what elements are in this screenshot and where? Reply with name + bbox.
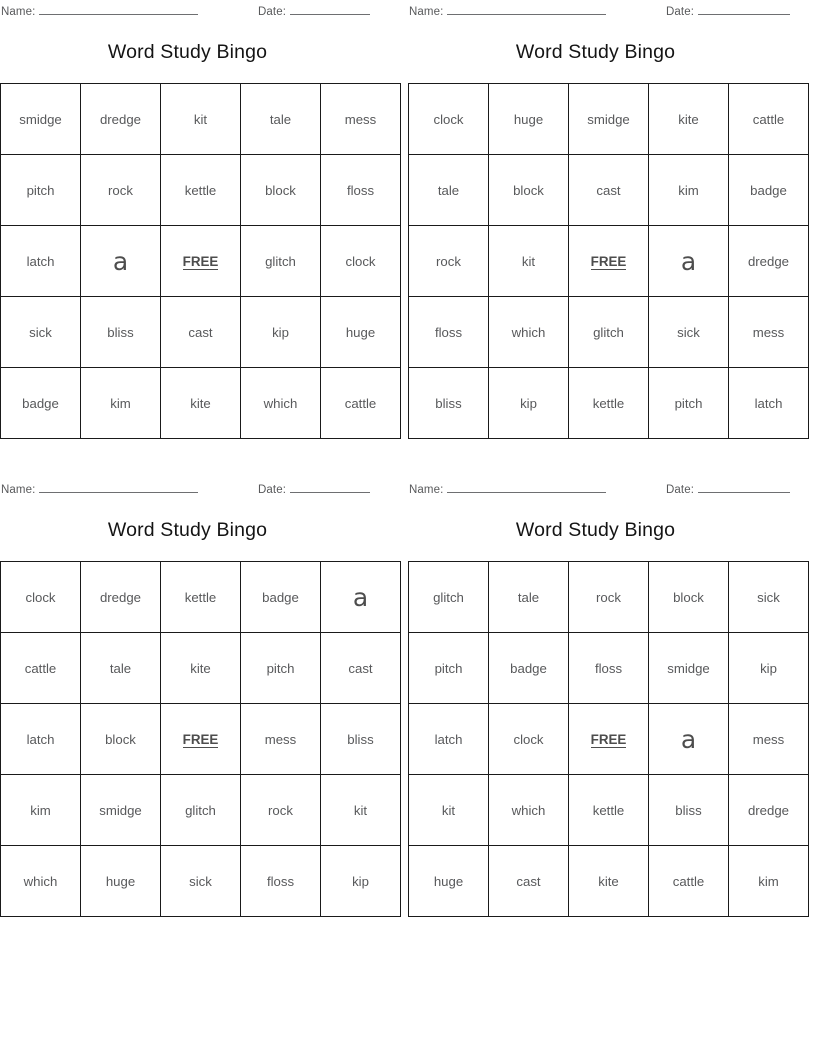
bingo-row xyxy=(409,775,809,846)
name-write-in-line[interactable] xyxy=(447,481,606,493)
bingo-cell-word[interactable]: mess xyxy=(241,704,321,775)
date-write-in-line[interactable] xyxy=(290,481,370,493)
bingo-cell-word[interactable]: pitch xyxy=(409,633,489,704)
bingo-cell-letter[interactable]: a xyxy=(81,226,161,297)
bingo-cell-word[interactable]: kit xyxy=(321,775,401,846)
bingo-grid xyxy=(0,561,401,917)
date-label: Date: xyxy=(258,6,286,18)
bingo-cell-word[interactable]: kim xyxy=(649,155,729,226)
bingo-cell-free[interactable] xyxy=(569,226,649,297)
bingo-cell-word[interactable]: kip xyxy=(241,297,321,368)
bingo-cell-word[interactable]: block xyxy=(81,704,161,775)
bingo-cell-word[interactable]: pitch xyxy=(241,633,321,704)
bingo-row xyxy=(409,846,809,917)
bingo-row xyxy=(1,562,401,633)
bingo-cell-word[interactable]: smidge xyxy=(569,84,649,155)
bingo-cell-word[interactable]: badge xyxy=(729,155,809,226)
bingo-cell-word[interactable]: rock xyxy=(81,155,161,226)
name-write-in-line[interactable] xyxy=(39,481,198,493)
bingo-cell-word[interactable]: sick xyxy=(161,846,241,917)
bingo-cell-free[interactable] xyxy=(161,704,241,775)
free-label: FREE xyxy=(182,253,219,269)
bingo-cell-word[interactable]: kip xyxy=(729,633,809,704)
bingo-cell-letter[interactable]: a xyxy=(649,704,729,775)
name-date-row xyxy=(0,3,408,21)
bingo-cell-word[interactable]: bliss xyxy=(409,368,489,439)
bingo-row xyxy=(409,368,809,439)
bingo-cell-word[interactable]: cattle xyxy=(729,84,809,155)
bingo-cell-word[interactable]: which xyxy=(489,775,569,846)
bingo-cell-word[interactable]: kettle xyxy=(569,368,649,439)
bingo-cell-word[interactable]: glitch xyxy=(569,297,649,368)
bingo-cell-free[interactable] xyxy=(569,704,649,775)
bingo-row xyxy=(409,84,809,155)
name-label: Name: xyxy=(1,6,36,18)
bingo-row xyxy=(409,155,809,226)
date-write-in-line[interactable] xyxy=(290,3,370,15)
name-field-group xyxy=(1,3,198,18)
bingo-cell-word[interactable]: kim xyxy=(81,368,161,439)
bingo-cell-word[interactable]: kit xyxy=(409,775,489,846)
bingo-cell-word[interactable]: clock xyxy=(489,704,569,775)
page-title: Word Study Bingo xyxy=(515,519,676,541)
bingo-cell-word[interactable]: kip xyxy=(489,368,569,439)
bingo-cell-word[interactable]: clock xyxy=(409,84,489,155)
name-label: Name: xyxy=(1,484,36,496)
date-label: Date: xyxy=(666,484,694,496)
bingo-cell-word[interactable]: which xyxy=(1,846,81,917)
date-label: Date: xyxy=(666,6,694,18)
bingo-cell-word[interactable]: dredge xyxy=(729,226,809,297)
bingo-cell-word[interactable]: dredge xyxy=(81,562,161,633)
bingo-cell-word[interactable]: rock xyxy=(241,775,321,846)
bingo-cell-word[interactable]: cast xyxy=(321,633,401,704)
bingo-cell-word[interactable]: cast xyxy=(489,846,569,917)
bingo-cell-word[interactable]: block xyxy=(241,155,321,226)
bingo-cell-word[interactable]: badge xyxy=(241,562,321,633)
bingo-cell-word[interactable]: dredge xyxy=(81,84,161,155)
name-write-in-line[interactable] xyxy=(447,3,606,15)
bingo-row xyxy=(1,775,401,846)
bingo-card xyxy=(408,478,816,956)
bingo-cell-word[interactable]: kettle xyxy=(161,155,241,226)
bingo-cell-word[interactable]: badge xyxy=(489,633,569,704)
date-field-group xyxy=(258,3,370,18)
bingo-cell-word[interactable]: cast xyxy=(569,155,649,226)
bingo-cell-word[interactable]: kip xyxy=(321,846,401,917)
bingo-cell-word[interactable]: kim xyxy=(729,846,809,917)
bingo-cell-word[interactable]: latch xyxy=(1,704,81,775)
bingo-cell-word[interactable]: kim xyxy=(1,775,81,846)
page-title: Word Study Bingo xyxy=(107,41,268,63)
bingo-cell-word[interactable]: floss xyxy=(409,297,489,368)
name-field-group xyxy=(1,481,198,496)
bingo-cell-word[interactable]: floss xyxy=(321,155,401,226)
bingo-row xyxy=(1,155,401,226)
date-write-in-line[interactable] xyxy=(698,481,790,493)
bingo-card xyxy=(0,478,408,956)
bingo-cell-word[interactable]: smidge xyxy=(81,775,161,846)
bingo-cell-letter[interactable]: a xyxy=(649,226,729,297)
bingo-cell-word[interactable]: latch xyxy=(1,226,81,297)
bingo-cell-word[interactable]: glitch xyxy=(241,226,321,297)
bingo-row xyxy=(1,297,401,368)
bingo-cell-word[interactable]: pitch xyxy=(1,155,81,226)
bingo-cell-word[interactable]: rock xyxy=(409,226,489,297)
bingo-cell-word[interactable]: bliss xyxy=(321,704,401,775)
bingo-cell-word[interactable]: tale xyxy=(489,562,569,633)
bingo-cell-word[interactable]: smidge xyxy=(649,633,729,704)
bingo-cell-word[interactable]: huge xyxy=(321,297,401,368)
bingo-cell-word[interactable]: rock xyxy=(569,562,649,633)
bingo-cell-word[interactable]: kettle xyxy=(569,775,649,846)
name-write-in-line[interactable] xyxy=(39,3,198,15)
bingo-cell-word[interactable]: floss xyxy=(241,846,321,917)
bingo-cell-word[interactable]: dredge xyxy=(729,775,809,846)
bingo-cell-word[interactable]: floss xyxy=(569,633,649,704)
bingo-cell-word[interactable]: clock xyxy=(1,562,81,633)
bingo-row xyxy=(1,633,401,704)
bingo-grid xyxy=(408,561,809,917)
date-field-group xyxy=(258,481,370,496)
bingo-cell-word[interactable]: sick xyxy=(649,297,729,368)
bingo-cell-word[interactable]: mess xyxy=(729,297,809,368)
bingo-cell-word[interactable]: kit xyxy=(161,84,241,155)
page-title: Word Study Bingo xyxy=(107,519,268,541)
bingo-cell-word[interactable]: bliss xyxy=(649,775,729,846)
bingo-cell-word[interactable]: mess xyxy=(321,84,401,155)
date-field-group xyxy=(666,3,790,18)
bingo-cell-word[interactable]: kite xyxy=(649,84,729,155)
bingo-cell-word[interactable]: cast xyxy=(161,297,241,368)
bingo-row xyxy=(409,297,809,368)
name-label: Name: xyxy=(409,484,444,496)
bingo-cell-word[interactable]: smidge xyxy=(1,84,81,155)
bingo-cell-word[interactable]: kite xyxy=(161,368,241,439)
bingo-cell-word[interactable]: which xyxy=(241,368,321,439)
bingo-cell-word[interactable]: which xyxy=(489,297,569,368)
name-label: Name: xyxy=(409,6,444,18)
bingo-cell-word[interactable]: block xyxy=(489,155,569,226)
bingo-cell-word[interactable]: huge xyxy=(489,84,569,155)
bingo-cell-word[interactable]: clock xyxy=(321,226,401,297)
bingo-cell-word[interactable]: sick xyxy=(1,297,81,368)
bingo-row xyxy=(409,704,809,775)
bingo-cell-free[interactable] xyxy=(161,226,241,297)
free-label: FREE xyxy=(590,731,627,747)
bingo-cell-word[interactable]: pitch xyxy=(649,368,729,439)
free-label: FREE xyxy=(182,731,219,747)
bingo-cell-word[interactable]: tale xyxy=(81,633,161,704)
bingo-grid xyxy=(408,83,809,439)
bingo-cell-word[interactable]: cattle xyxy=(1,633,81,704)
date-field-group xyxy=(666,481,790,496)
bingo-cell-word[interactable]: glitch xyxy=(409,562,489,633)
bingo-cell-word[interactable]: kite xyxy=(161,633,241,704)
bingo-row xyxy=(409,226,809,297)
bingo-cell-word[interactable]: tale xyxy=(241,84,321,155)
name-date-row xyxy=(0,481,408,499)
bingo-row xyxy=(409,562,809,633)
name-field-group xyxy=(409,3,606,18)
bingo-row xyxy=(1,368,401,439)
bingo-card xyxy=(0,0,408,478)
bingo-cell-word[interactable]: glitch xyxy=(161,775,241,846)
bingo-cell-word[interactable]: kit xyxy=(489,226,569,297)
name-date-row xyxy=(408,3,816,21)
bingo-cell-word[interactable]: badge xyxy=(1,368,81,439)
bingo-cell-word[interactable]: cattle xyxy=(321,368,401,439)
bingo-cell-word[interactable]: kite xyxy=(569,846,649,917)
date-write-in-line[interactable] xyxy=(698,3,790,15)
bingo-cell-word[interactable]: latch xyxy=(729,368,809,439)
bingo-cell-word[interactable]: block xyxy=(649,562,729,633)
free-label: FREE xyxy=(590,253,627,269)
bingo-cell-word[interactable]: huge xyxy=(81,846,161,917)
bingo-cell-word[interactable]: latch xyxy=(409,704,489,775)
bingo-row xyxy=(1,704,401,775)
name-date-row xyxy=(408,481,816,499)
bingo-cell-word[interactable]: kettle xyxy=(161,562,241,633)
page-title: Word Study Bingo xyxy=(515,41,676,63)
bingo-cell-word[interactable]: tale xyxy=(409,155,489,226)
bingo-row xyxy=(1,226,401,297)
bingo-cell-word[interactable]: huge xyxy=(409,846,489,917)
bingo-cell-word[interactable]: cattle xyxy=(649,846,729,917)
bingo-cell-word[interactable]: bliss xyxy=(81,297,161,368)
bingo-card xyxy=(408,0,816,478)
bingo-cell-word[interactable]: sick xyxy=(729,562,809,633)
bingo-cell-word[interactable]: mess xyxy=(729,704,809,775)
bingo-row xyxy=(1,846,401,917)
bingo-grid xyxy=(0,83,401,439)
name-field-group xyxy=(409,481,606,496)
bingo-cell-letter[interactable]: a xyxy=(321,562,401,633)
bingo-row xyxy=(1,84,401,155)
date-label: Date: xyxy=(258,484,286,496)
bingo-row xyxy=(409,633,809,704)
